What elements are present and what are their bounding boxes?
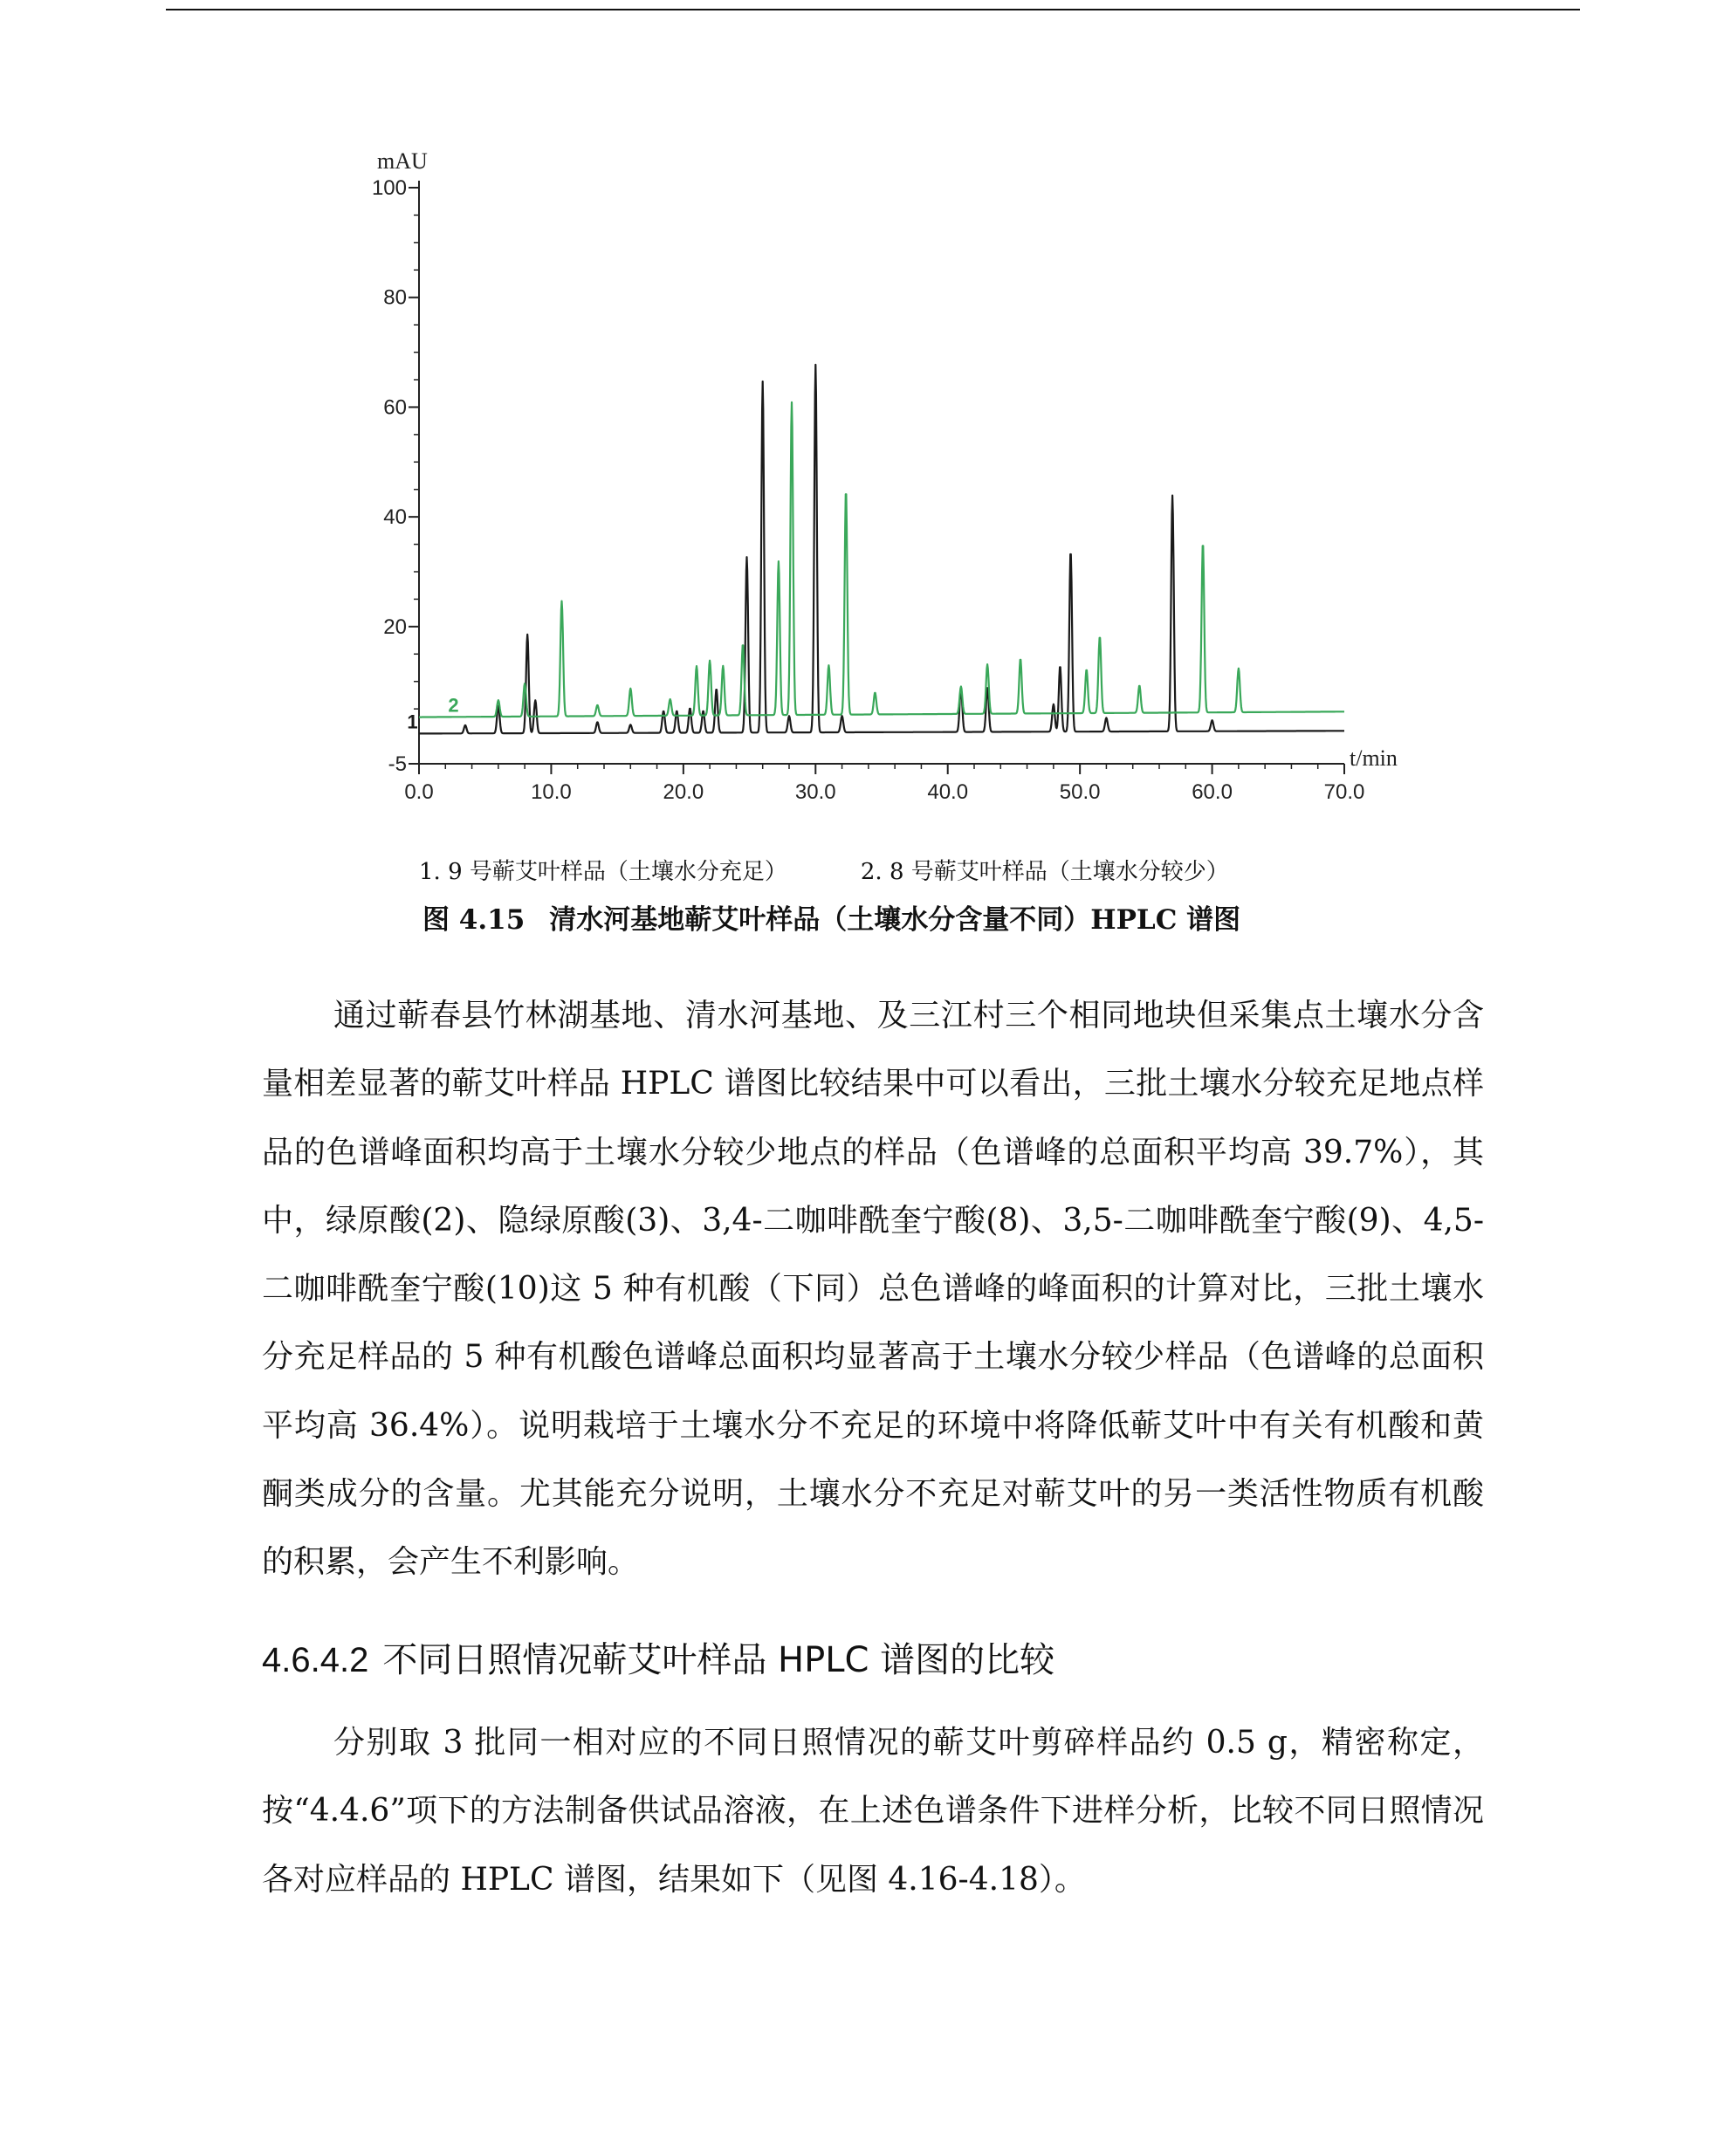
y-tick-label: -5 (388, 752, 407, 776)
section-title: 不同日照情况蕲艾叶样品 HPLC 谱图的比较 (382, 1640, 1055, 1680)
y-tick-label: 100 (371, 176, 407, 200)
y-tick-label: 20 (383, 615, 407, 639)
series-2-trace (419, 402, 1344, 718)
legend-item-1: 1. 9 号蕲艾叶样品（土壤水分充足） (419, 859, 787, 885)
section-heading (262, 1632, 1054, 1682)
section-number: 4.6.4.2 (262, 1641, 369, 1679)
y-tick-label: 60 (383, 395, 407, 420)
body-paragraph-2: 分别取 3 批同一相对应的不同日照情况的蕲艾叶剪碎样品约 0.5 g，精密称定，按“4.4.6”项下的方法制备供试品溶液，在上述色谱条件下进样分析，比较不同日照情况各对应样品的 HPLC 谱图，结果如下（见图 4.16-4.18）。 (262, 1725, 1484, 1898)
figure-legend (419, 854, 1379, 886)
y-tick-label: 40 (383, 505, 407, 530)
header-rule (166, 9, 1580, 10)
y-axis-label: mAU (377, 148, 428, 174)
figure-caption-title: 清水河基地蕲艾叶样品（土壤水分含量不同）HPLC 谱图 (549, 904, 1241, 936)
y-tick-label: 80 (383, 285, 407, 310)
x-tick-label: 40.0 (927, 780, 969, 804)
x-tick-label: 50.0 (1059, 780, 1101, 804)
hplc-chart (349, 131, 1414, 829)
x-tick-label: 10.0 (531, 780, 572, 804)
x-tick-label: 70.0 (1323, 780, 1365, 804)
series-1-label: 1 (407, 711, 418, 733)
figure-caption-number: 图 4.15 (422, 904, 525, 936)
x-tick-label: 20.0 (663, 780, 704, 804)
x-tick-label: 0.0 (404, 780, 434, 804)
x-tick-label: 30.0 (794, 780, 836, 804)
hplc-chromatogram-figure (349, 131, 1414, 829)
x-axis-label: t/min (1350, 745, 1398, 771)
legend-item-2: 2. 8 号蕲艾叶样品（土壤水分较少） (860, 859, 1229, 885)
x-tick-label: 60.0 (1192, 780, 1233, 804)
series-2-label: 2 (448, 694, 459, 717)
figure-caption (422, 897, 1240, 937)
body-paragraph-1: 通过蕲春县竹林湖基地、清水河基地、及三江村三个相同地块但采集点土壤水分含量相差显著的蕲艾叶样品 HPLC 谱图比较结果中可以看出，三批土壤水分较充足地点样品的色谱峰面积均高于土壤水分较少地点的样品（色谱峰的总面积平均高 39.7%），其中，绿原酸(2)、隐绿原酸(3)、3,4-二咖啡酰奎宁酸(8)、3,5-二咖啡酰奎宁酸(9)、4,5-二咖啡酰奎宁酸(10)这 5 种有机酸（下同）总色谱峰的峰面积的计算对比，三批土壤水分充足样品的 5 种有机酸色谱峰总面积均显著高于土壤水分较少样品（色谱峰的总面积平均高 36.4%）。说明栽培于土壤水分不充足的环境中将降低蕲艾叶中有关有机酸和黄酮类成分的含量。尤其能充分说明，土壤水分不充足对蕲艾叶的另一类活性物质有机酸的积累，会产生不利影响。 (262, 998, 1484, 1581)
